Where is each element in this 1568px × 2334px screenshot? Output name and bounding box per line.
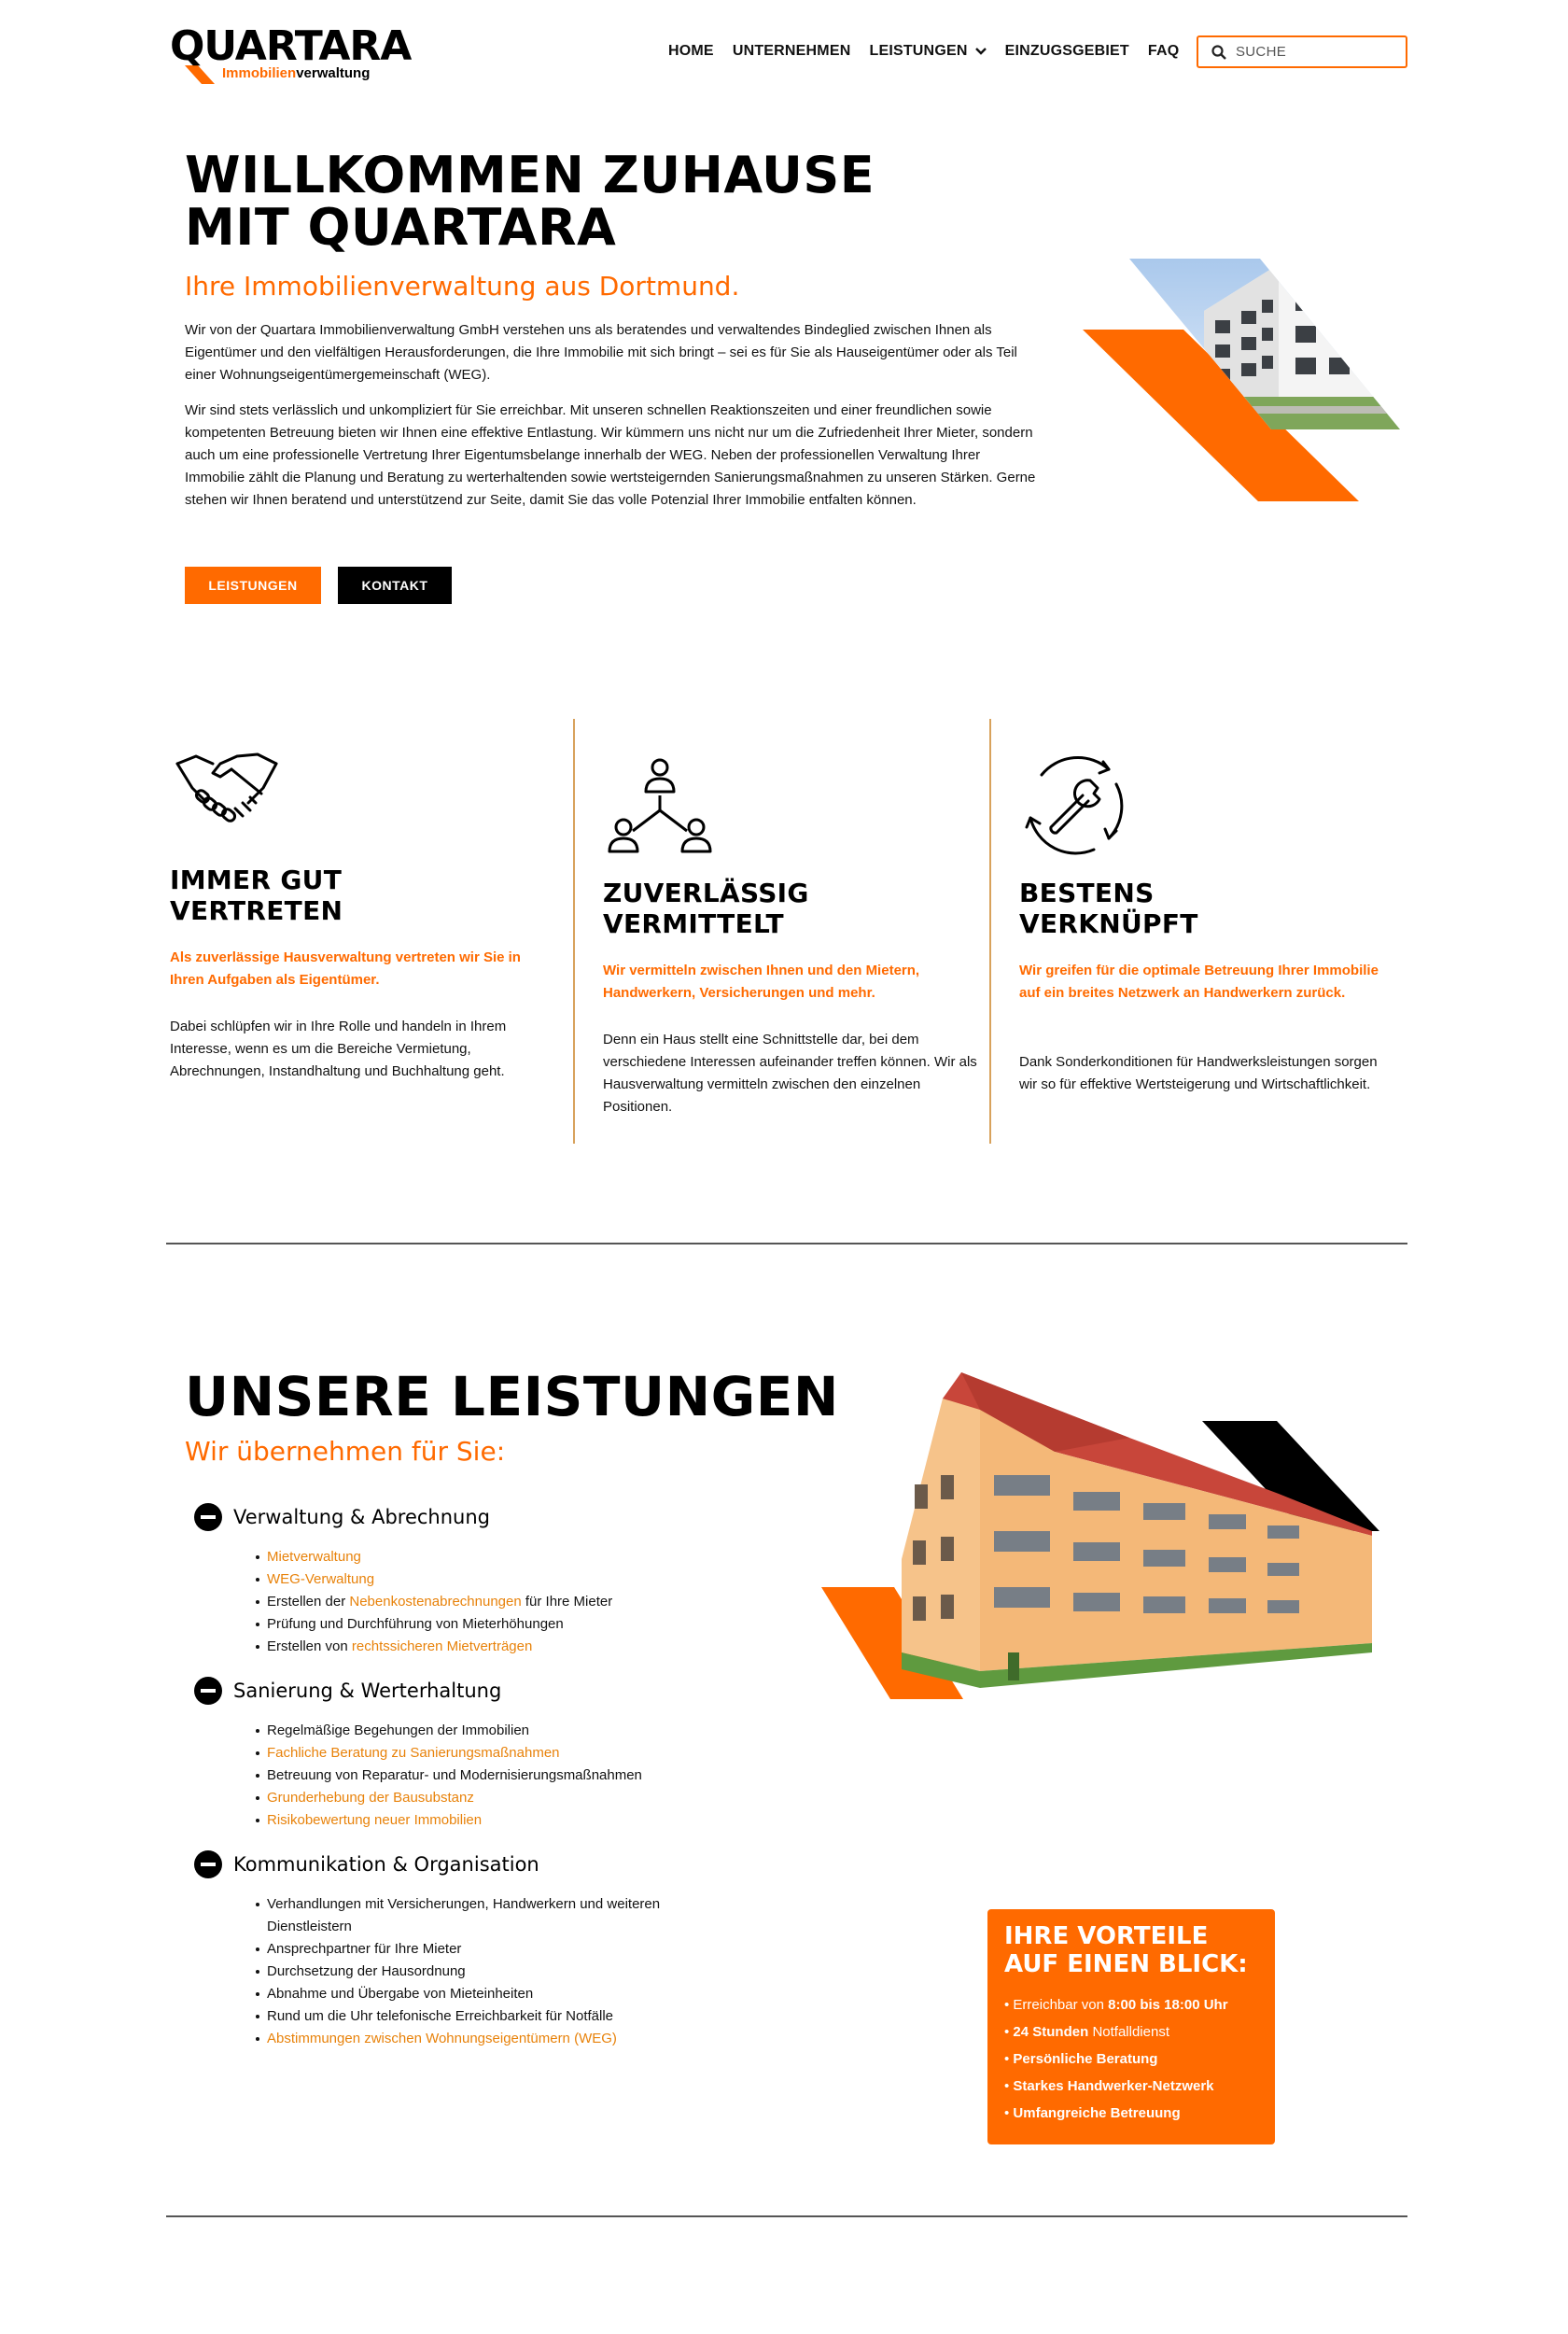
- link-mietvertraege[interactable]: rechtssicheren Mietverträgen: [351, 1638, 533, 1654]
- main-nav: [668, 35, 1197, 67]
- search-box: [1197, 35, 1407, 68]
- services-button[interactable]: LEISTUNGEN: [185, 567, 321, 604]
- feature-represented: [170, 719, 571, 1144]
- accordion-label: Sanierung & Werterhaltung: [233, 1680, 502, 1702]
- search-input[interactable]: [1236, 44, 1394, 60]
- feature-title: IMMER GUT VERTRETEN: [170, 865, 343, 926]
- apartment-building-image: [821, 1372, 1391, 1708]
- list-item: [256, 1742, 722, 1765]
- link-sanierungsberatung[interactable]: Fachliche Beratung zu Sanierungsmaßnahmen: [267, 1745, 560, 1761]
- search-icon: [1211, 45, 1226, 60]
- link-risikobewertung[interactable]: Risikobewertung neuer Immobilien: [267, 1812, 483, 1828]
- hero-title-line-2: MIT QUARTARA: [185, 198, 617, 257]
- service-list: [256, 1893, 754, 2050]
- section-divider: [166, 1243, 1407, 1244]
- hero-subtitle: Ihre Immobilienverwaltung aus Dortmund.: [185, 271, 740, 302]
- accordion-header[interactable]: [194, 1849, 754, 1880]
- feature-lead: Wir vermitteln zwischen Ihnen und den Mietern, Handwerkern, Versicherungen und mehr.: [603, 963, 920, 1001]
- services-subtitle: Wir übernehmen für Sie:: [185, 1436, 506, 1467]
- list-item: • Erreichbar von 8:00 bis 18:00 Uhr: [1004, 1991, 1258, 2018]
- list-item: Verhandlungen mit Versicherungen, Handwerkern und weiteren Dienstleistern: [256, 1893, 704, 1938]
- collapse-icon: [194, 1677, 222, 1705]
- logo-tagline: Immobilienverwaltung: [222, 65, 371, 81]
- accordion-kommunikation: [194, 1849, 754, 2050]
- list-item: Ansprechpartner für Ihre Mieter: [256, 1938, 722, 1961]
- nav-unternehmen[interactable]: UNTERNEHMEN: [732, 43, 851, 59]
- hero-title-line-1: WILLKOMMEN ZUHAUSE: [185, 146, 875, 204]
- nav-leistungen[interactable]: [869, 35, 986, 67]
- feature-body: Dank Sonderkonditionen für Handwerksleistungen sorgen wir so für effektive Wertsteigerung und Wirtschaftlichkeit.: [1019, 1054, 1378, 1092]
- list-item: Regelmäßige Begehungen der Immobilien: [256, 1720, 722, 1742]
- list-item: [256, 1787, 722, 1809]
- link-grunderhebung[interactable]: Grunderhebung der Bausubstanz: [267, 1790, 474, 1806]
- list-item: Betreuung von Reparatur- und Modernisierungsmaßnahmen: [256, 1765, 722, 1787]
- contact-button[interactable]: KONTAKT: [338, 567, 452, 604]
- feature-title: ZUVERLÄSSIG VERMITTELT: [603, 878, 809, 939]
- accordion-label: Kommunikation & Organisation: [233, 1853, 539, 1876]
- list-item: Durchsetzung der Hausordnung: [256, 1961, 722, 1983]
- feature-body: Denn ein Haus stellt eine Schnittstelle dar, bei dem verschiedene Interessen aufeinander treffen können. Wir als Hausverwaltung vermitteln zwischen den einzelnen Positionen.: [603, 1032, 977, 1115]
- nav-home[interactable]: HOME: [668, 43, 714, 59]
- list-item: Prüfung und Durchführung von Mieterhöhungen: [256, 1613, 722, 1636]
- accordion-sanierung: [194, 1675, 754, 1832]
- list-item: [256, 1546, 722, 1568]
- list-item: Abnahme und Übergabe von Mieteinheiten: [256, 1983, 722, 2005]
- hero-paragraph-1: Wir von der Quartara Immobilienverwaltung GmbH verstehen uns als beratendes und verwaltendes Bindeglied zwischen Ihnen als Eigentümer und den vielfältigen Herausforderungen, die Ihre Immobilie mit sich bringt – sei es für Sie als Hauseigentümer oder als Teil einer Wohnungseigentümergemeinschaft (WEG).: [185, 322, 1017, 383]
- feature-title: BESTENS VERKNÜPFT: [1019, 878, 1198, 939]
- list-item: • Starkes Handwerker-Netzwerk: [1004, 2073, 1258, 2100]
- collapse-icon: [194, 1503, 222, 1531]
- benefits-title: IHRE VORTEILE AUF EINEN BLICK:: [1004, 1922, 1248, 1978]
- link-mietverwaltung[interactable]: Mietverwaltung: [267, 1549, 361, 1565]
- hero-building-image: [1083, 257, 1400, 509]
- link-weg-abstimmungen[interactable]: Abstimmungen zwischen Wohnungseigentümern (WEG): [267, 2031, 617, 2046]
- list-item: [256, 2028, 722, 2050]
- hero-title: [185, 146, 894, 257]
- services-title: UNSERE LEISTUNGEN: [185, 1365, 839, 1428]
- service-list: [256, 1546, 754, 1658]
- list-item: • 24 Stunden Notfalldienst: [1004, 2018, 1258, 2046]
- nav-einzugsgebiet[interactable]: EINZUGSGEBIET: [1004, 43, 1129, 59]
- feature-lead: Wir greifen für die optimale Betreuung Ihrer Immobilie auf ein breites Netzwerk an Handwerkern zurück.: [1019, 963, 1379, 1001]
- list-item: [256, 1809, 722, 1832]
- wrench-cycle-icon: [1023, 752, 1127, 857]
- handshake-icon: [175, 747, 278, 825]
- benefits-list: [1004, 1991, 1258, 2127]
- list-item: Rund um die Uhr telefonische Erreichbarkeit für Notfälle: [256, 2005, 722, 2028]
- link-nebenkostenabrechnungen[interactable]: Nebenkostenabrechnungen: [349, 1594, 522, 1610]
- feature-mediated: [573, 719, 989, 1144]
- list-item: [256, 1568, 722, 1591]
- hero-paragraph-2: Wir sind stets verlässlich und unkompliziert für Sie erreichbar. Mit unseren schnellen Reaktionszeiten und einer freundlichen sowie kompetenten Betreuung bieten wir Ihnen eine effektive Entlastung. Wir kümmern uns nicht nur um die Zufriedenheit Ihrer Mieter, sondern auch um eine professionelle Vertretung Ihrer Eigentumsbelange innerhalb der WEG. Neben der professionellen Verwaltung Ihrer Immobilie zählt die Planung und Beratung zu werterhaltenden sowie wertsteigernden Sanierungsmaßnahmen zu unseren Stärken. Gerne stehen wir Ihnen beratend und unterstützend zur Seite, damit Sie das volle Potenzial Ihrer Immobilie entfalten können.: [185, 402, 1036, 508]
- list-item: • Umfangreiche Betreuung: [1004, 2100, 1258, 2127]
- accordion-header[interactable]: [194, 1675, 754, 1707]
- list-item: Erstellen der Nebenkostenabrechnungen für Ihre Mieter: [256, 1591, 722, 1613]
- list-item: • Persönliche Beratung: [1004, 2046, 1258, 2073]
- service-list: [256, 1720, 754, 1832]
- accordion-label: Verwaltung & Abrechnung: [233, 1506, 490, 1528]
- nav-leistungen-label: LEISTUNGEN: [869, 43, 968, 59]
- section-divider: [166, 2215, 1407, 2217]
- link-weg-verwaltung[interactable]: WEG-Verwaltung: [267, 1571, 375, 1587]
- chevron-down-icon: [975, 48, 987, 55]
- logo-wordmark: QUARTARA: [170, 22, 412, 70]
- feature-connected: [989, 719, 1407, 1144]
- site-header: [0, 0, 1568, 103]
- feature-lead: Als zuverlässige Hausverwaltung vertreten wir Sie in Ihren Aufgaben als Eigentümer.: [170, 949, 521, 988]
- nav-faq[interactable]: FAQ: [1147, 43, 1180, 59]
- feature-body: Dabei schlüpfen wir in Ihre Rolle und handeln in Ihrem Interesse, wenn es um die Bereiche Vermietung, Abrechnungen, Instandhaltung und Buchhaltung geht.: [170, 1019, 507, 1079]
- benefits-box: [987, 1909, 1275, 2144]
- list-item: Erstellen von rechtssicheren Mietverträgen: [256, 1636, 722, 1658]
- site-logo[interactable]: [170, 22, 412, 86]
- collapse-icon: [194, 1850, 222, 1878]
- network-people-icon: [607, 756, 713, 855]
- accordion-header[interactable]: [194, 1501, 754, 1533]
- accordion-verwaltung: [194, 1501, 754, 1658]
